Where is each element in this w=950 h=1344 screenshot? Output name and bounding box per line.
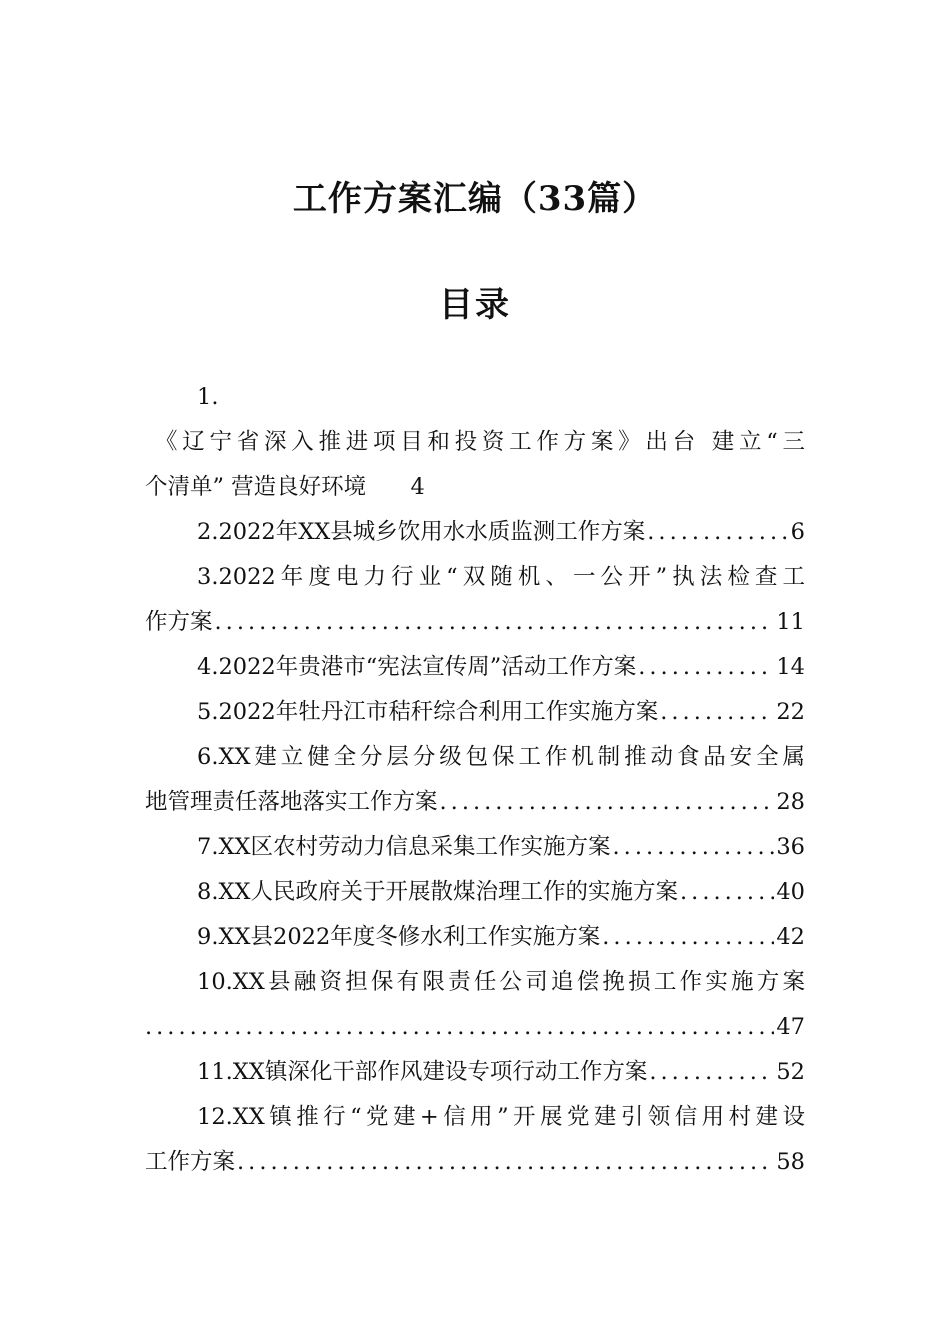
toc-item-6-page: 28 (776, 789, 805, 815)
toc-item-2-page: 6 (790, 519, 805, 545)
dot-leader (602, 915, 774, 960)
toc-item-12-page: 58 (776, 1149, 805, 1175)
dot-leader (638, 645, 774, 690)
toc-item-10-page: 47 (776, 1014, 805, 1040)
dot-leader (237, 1140, 774, 1185)
toc-item-5-page: 22 (776, 699, 805, 725)
toc-item-5[interactable] (145, 690, 805, 735)
toc-item-7-text: 7.XX区农村劳动力信息采集工作实施方案 (197, 834, 611, 860)
toc-item-12-line2[interactable] (145, 1140, 805, 1185)
toc-item-9-text: 9.XX县2022年度冬修水利工作实施方案 (197, 924, 601, 950)
toc-item-3-line2[interactable] (145, 600, 805, 645)
toc-item-1-line1[interactable]: 《辽宁省深入推进项目和投资工作方案》出台 建立“三 (155, 429, 805, 455)
toc-item-6-line1[interactable]: 6.XX建立健全分层分级包保工作机制推动食品安全属 (197, 744, 805, 770)
table-of-contents (145, 375, 805, 1185)
toc-item-8-text: 8.XX人民政府关于开展散煤治理工作的实施方案 (197, 879, 679, 905)
toc-item-5-text: 5.2022年牡丹江市秸秆综合利用工作实施方案 (197, 699, 659, 725)
toc-item-1-text: 个清单” 营造良好环境 (145, 474, 367, 500)
toc-item-9[interactable] (145, 915, 805, 960)
toc-item-4[interactable] (145, 645, 805, 690)
toc-item-7[interactable] (145, 825, 805, 870)
toc-item-6-line2[interactable] (145, 780, 805, 825)
toc-item-12-text: 工作方案 (145, 1149, 236, 1175)
document-title: 工作方案汇编（33篇） (292, 179, 658, 219)
toc-item-3-line1[interactable]: 3.2022年度电力行业“双随机、一公开”执法检查工 (197, 564, 805, 590)
toc-item-4-text: 4.2022年贵港市“宪法宣传周”活动工作方案 (197, 654, 637, 680)
toc-item-8-page: 40 (776, 879, 805, 905)
dot-leader (660, 690, 774, 735)
toc-item-11[interactable] (145, 1050, 805, 1095)
toc-item-11-page: 52 (776, 1059, 805, 1085)
toc-item-2-text: 2.2022年XX县城乡饮用水水质监测工作方案 (197, 519, 646, 545)
dot-leader (215, 600, 775, 645)
toc-item-10-line1[interactable]: 10.XX县融资担保有限责任公司追偿挽损工作实施方案 (197, 969, 805, 995)
toc-item-3-text: 作方案 (145, 609, 213, 635)
dot-leader (613, 825, 775, 870)
toc-item-12-line1[interactable]: 12.XX镇推行“党建+信用”开展党建引领信用村建设 (197, 1104, 805, 1130)
toc-item-2[interactable] (145, 510, 805, 555)
dot-leader (440, 780, 775, 825)
toc-item-1-page: 4 (410, 474, 425, 500)
toc-item-7-page: 36 (776, 834, 805, 860)
toc-item-8[interactable] (145, 870, 805, 915)
toc-item-10-line2[interactable] (145, 1005, 805, 1050)
toc-item-1-line2[interactable] (145, 465, 805, 510)
dot-leader (145, 1005, 774, 1050)
toc-item-1-number[interactable]: 1. (197, 384, 219, 410)
toc-item-4-page: 14 (776, 654, 805, 680)
dot-leader (649, 1050, 774, 1095)
toc-item-9-page: 42 (776, 924, 805, 950)
toc-heading: 目录 (439, 285, 511, 325)
toc-item-11-text: 11.XX镇深化干部作风建设专项行动工作方案 (197, 1059, 648, 1085)
dot-leader (647, 510, 788, 555)
dot-leader (680, 870, 774, 915)
toc-item-6-text: 地管理责任落地落实工作方案 (145, 789, 438, 815)
toc-item-3-page: 11 (776, 609, 805, 635)
